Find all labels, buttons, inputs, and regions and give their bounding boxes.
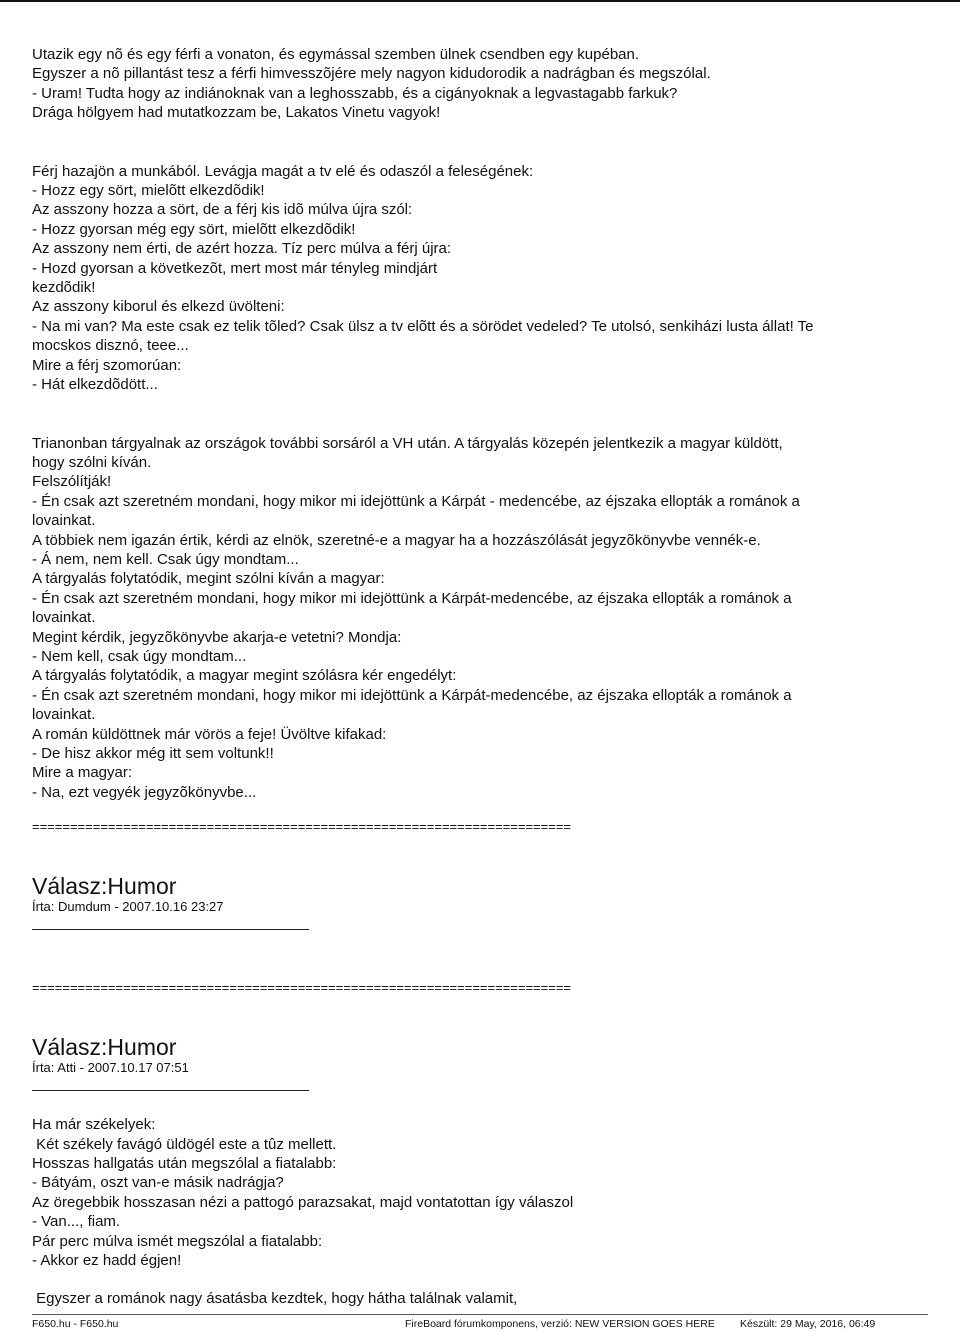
- text-line: - Hozz egy sört, mielõtt elkezdõdik!: [32, 182, 265, 200]
- post-separator: =======================================================================: [32, 819, 572, 835]
- text-line: Hosszas hallgatás után megszólal a fiatalabb:: [32, 1155, 337, 1173]
- footer-generated: Készült: 29 May, 2016, 06:49: [740, 1318, 876, 1330]
- joke-trianon: [32, 434, 912, 803]
- text-line: A román küldöttnek már vörös a feje! Üvöltve kifakad:: [32, 725, 387, 743]
- text-line: Ha már székelyek:: [32, 1116, 156, 1134]
- text-line: A tárgyalás folytatódik, megint szólni kíván a magyar:: [32, 570, 385, 588]
- text-line: mocskos disznó, teee...: [32, 337, 189, 355]
- reply-post-1: [32, 873, 912, 930]
- joke-szekely: [32, 1115, 912, 1270]
- joke-train: [32, 45, 912, 123]
- footer-component: FireBoard fórumkomponens, verzió: NEW VERSION GOES HERE: [405, 1318, 715, 1330]
- text-line: Két székely favágó üldögél este a tûz mellett.: [32, 1135, 337, 1153]
- post-separator: =======================================================================: [32, 980, 572, 996]
- text-line: Megint kérdik, jegyzõkönyvbe akarja-e vetetni? Mondja:: [32, 628, 402, 646]
- text-line: - Hát elkezdõdött...: [32, 376, 158, 394]
- text-line: hogy szólni kíván.: [32, 453, 152, 471]
- joke-romanians: [32, 1289, 912, 1308]
- text-line: Férj hazajön a munkából. Levágja magát a tv elé és odaszól a feleségének:: [32, 162, 534, 180]
- text-line: kezdõdik!: [32, 279, 96, 297]
- text-line: - Én csak azt szeretném mondani, hogy mikor mi idejöttünk a Kárpát-medencébe, az éjszaka ellopták a románok a: [32, 686, 792, 704]
- text-line: - Van..., fiam.: [32, 1213, 121, 1231]
- text-line: - Nem kell, csak úgy mondtam...: [32, 647, 247, 665]
- text-line: - Na, ezt vegyék jegyzõkönyvbe...: [32, 783, 257, 801]
- text-line: Az asszony nem érti, de azért hozza. Tíz perc múlva a férj újra:: [32, 240, 452, 258]
- post-title: Válasz:Humor: [32, 873, 177, 900]
- text-line: lovainkat.: [32, 512, 96, 530]
- text-line: - Hozd gyorsan a következõt, mert most már tényleg mindjárt: [32, 259, 438, 277]
- text-line: - De hisz akkor még itt sem voltunk!!: [32, 745, 274, 762]
- post-meta: Írta: Dumdum - 2007.10.16 23:27: [32, 899, 224, 915]
- text-line: - Á nem, nem kell. Csak úgy mondtam...: [32, 550, 299, 568]
- text-line: Mire a magyar:: [32, 764, 133, 782]
- text-line: Egyszer a nõ pillantást tesz a férfi himvesszõjére mely nagyon kidudorodik a nadrágban és megszólal.: [32, 65, 711, 83]
- text-line: Az öregebbik hosszasan nézi a pattogó parazsakat, majd vontatottan így válaszol: [32, 1193, 574, 1211]
- text-line: A tárgyalás folytatódik, a magyar megint szólásra kér engedélyt:: [32, 667, 457, 685]
- text-line: - Hozz gyorsan még egy sört, mielõtt elkezdõdik!: [32, 220, 356, 238]
- text-line: - Uram! Tudta hogy az indiánoknak van a leghosszabb, és a cigányoknak a legvastagabb farkuk?: [32, 84, 678, 102]
- text-line: Utazik egy nõ és egy férfi a vonaton, és egymással szemben ülnek csendben egy kupéban.: [32, 46, 640, 63]
- joke-husband: [32, 162, 912, 395]
- footer-rule: [32, 1314, 928, 1315]
- text-line: - Na mi van? Ma este csak ez telik tõled? Csak ülsz a tv elõtt és a sörödet vedeled? Te utolsó, senkiházi lusta állat! Te: [32, 317, 814, 335]
- text-line: Mire a férj szomorúan:: [32, 356, 182, 374]
- text-line: - Bátyám, oszt van-e másik nadrágja?: [32, 1174, 284, 1192]
- text-line: - Akkor ez hadd égjen!: [32, 1252, 182, 1270]
- text-line: - Én csak azt szeretném mondani, hogy mikor mi idejöttünk a Kárpát-medencébe, az éjszaka ellopták a románok a: [32, 589, 792, 607]
- post-title: Válasz:Humor: [32, 1034, 177, 1061]
- footer-site: F650.hu - F650.hu: [32, 1318, 119, 1330]
- text-line: lovainkat.: [32, 706, 96, 724]
- text-line: Pár perc múlva ismét megszólal a fiatalabb:: [32, 1232, 323, 1250]
- top-rule: [0, 0, 960, 2]
- text-line: Felszólítják!: [32, 473, 112, 491]
- reply-post-2: [32, 1034, 912, 1091]
- text-line: A többiek nem igazán értik, kérdi az elnök, szeretné-e a magyar ha a hozzászólását jegyzõkönyvbe vennék-e.: [32, 531, 761, 549]
- text-line: lovainkat.: [32, 609, 96, 627]
- text-line: Trianonban tárgyalnak az országok további sorsáról a VH után. A tárgyalás közepén jelentkezik a magyar küldött,: [32, 434, 783, 452]
- text-line: Az asszony hozza a sört, de a férj kis idõ múlva újra szól:: [32, 201, 413, 219]
- text-line: Egyszer a románok nagy ásatásba kezdtek, hogy háthа találnak valamit,: [32, 1290, 518, 1308]
- text-line: Drága hölgyem had mutatkozzam be, Lakatos Vinetu vagyok!: [32, 104, 441, 122]
- post-meta: Írta: Atti - 2007.10.17 07:51: [32, 1060, 189, 1076]
- text-line: Az asszony kiborul és elkezd üvölteni:: [32, 298, 285, 316]
- text-line: - Én csak azt szeretném mondani, hogy mikor mi idejöttünk a Kárpát - medencébe, az éjszaka ellopták a románok a: [32, 492, 800, 510]
- page-content: [32, 45, 912, 1309]
